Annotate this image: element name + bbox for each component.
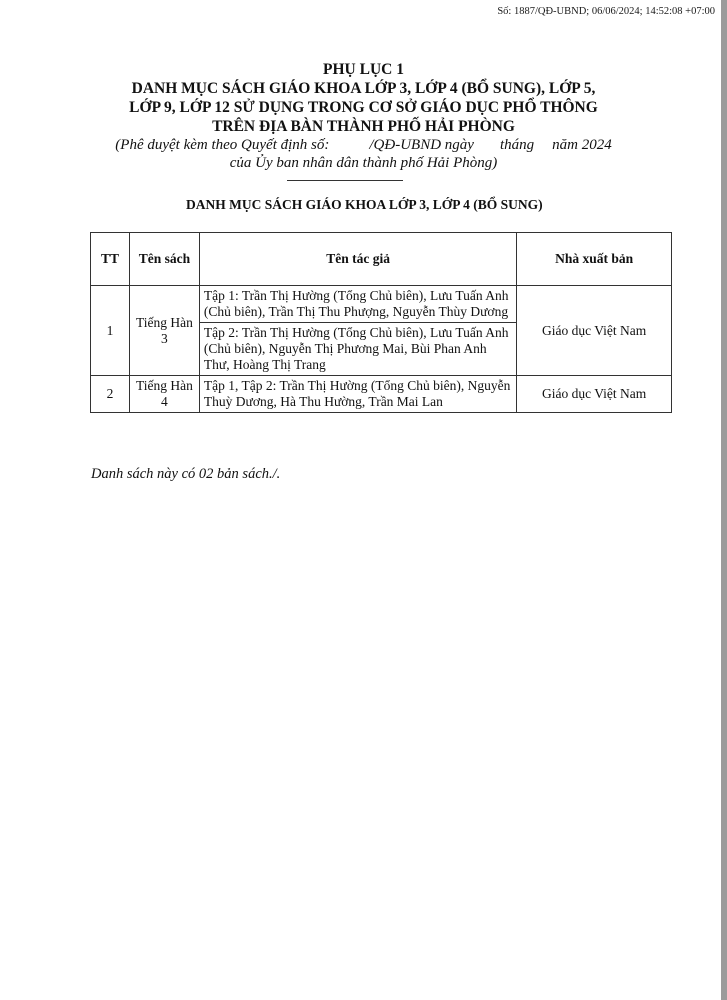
table-header-row	[91, 233, 672, 286]
row-1-author-vol-2: Tập 2: Trần Thị Hường (Tổng Chủ biên), Lưu Tuấn Anh (Chủ biên), Nguyễn Thị Phương Mai, Bùi Phan Anh Thư, Hoàng Thị Trang	[199, 323, 516, 376]
main-title-line-3: TRÊN ĐỊA BÀN THÀNH PHỐ HẢI PHÒNG	[212, 118, 515, 135]
row-2-publisher: Giáo dục Việt Nam	[517, 376, 672, 413]
title-divider	[287, 180, 403, 181]
footnote: Danh sách này có 02 bản sách./.	[91, 466, 281, 482]
section-title: DANH MỤC SÁCH GIÁO KHOA LỚP 3, LỚP 4 (BỔ SUNG)	[186, 197, 543, 212]
main-title-line-1: DANH MỤC SÁCH GIÁO KHOA LỚP 3, LỚP 4 (BỔ SUNG), LỚP 5,	[131, 80, 596, 97]
approval-note-part-3: tháng	[499, 137, 535, 153]
table-row	[91, 376, 672, 413]
textbook-table	[90, 232, 672, 413]
row-2-book-name: Tiếng Hàn 4	[129, 376, 199, 413]
approval-note-part-4: năm 2024	[552, 137, 612, 153]
main-title-line-2: LỚP 9, LỚP 12 SỬ DỤNG TRONG CƠ SỞ GIÁO DỤC PHỔ THÔNG	[129, 99, 598, 116]
approval-note-line-2: của Ủy ban nhân dân thành phố Hải Phòng)	[229, 155, 498, 171]
header-book-name: Tên sách	[129, 233, 199, 286]
row-1-tt: 1	[91, 286, 130, 376]
row-1-book-name: Tiếng Hàn 3	[129, 286, 199, 376]
table-row	[91, 286, 672, 323]
row-1-author-vol-1: Tập 1: Trần Thị Hường (Tổng Chủ biên), Lưu Tuấn Anh (Chủ biên), Trần Thị Thu Phượng, Nguyễn Thùy Dương	[199, 286, 516, 323]
row-2-tt: 2	[91, 376, 130, 413]
approval-note-part-1: (Phê duyệt kèm theo Quyết định số:	[115, 137, 330, 153]
title-block	[0, 60, 727, 172]
approval-note	[0, 136, 727, 154]
signature-stamp: Số: 1887/QĐ-UBND; 06/06/2024; 14:52:08 +07:00	[497, 6, 715, 17]
header-tt: TT	[91, 233, 130, 286]
header-publisher: Nhà xuất bản	[517, 233, 672, 286]
appendix-title: PHỤ LỤC 1	[323, 61, 404, 78]
row-1-publisher: Giáo dục Việt Nam	[517, 286, 672, 376]
row-2-author: Tập 1, Tập 2: Trần Thị Hường (Tổng Chủ biên), Nguyễn Thuỳ Dương, Hà Thu Hường, Trần Mai Lan	[199, 376, 516, 413]
approval-note-part-2: /QĐ-UBND ngày	[369, 137, 474, 153]
header-author: Tên tác giả	[199, 233, 516, 286]
